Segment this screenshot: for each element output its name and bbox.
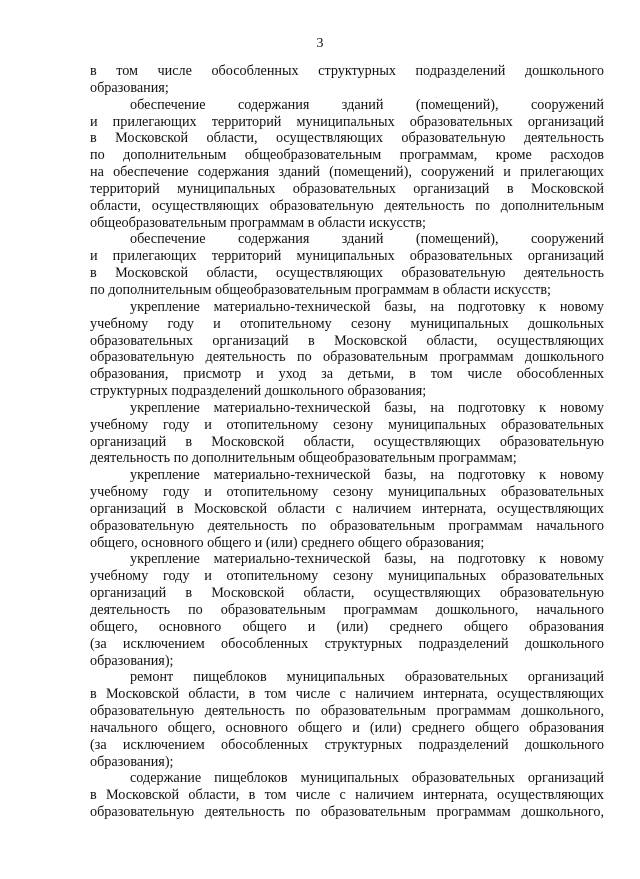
page-number: 3 [316, 36, 324, 51]
text-line: образования); [90, 652, 174, 669]
text-line: (за исключением обособленных структурных подразделений дошкольного [90, 736, 604, 753]
text-line: образования; [90, 79, 169, 96]
text-line: образовательную деятельность по образовательным программам дошкольного [90, 349, 604, 366]
text-line: укрепление материально-технической базы, на подготовку к новому [130, 298, 604, 315]
text-line: ремонт пищеблоков муниципальных образовательных организаций [130, 669, 604, 686]
text-line: в Московской области, осуществляющих образовательную деятельность [90, 265, 604, 282]
text-line: образования, присмотр и уход за детьми, в том числе обособленных [90, 366, 604, 383]
text-line: укрепление материально-технической базы, на подготовку к новому [130, 399, 604, 416]
text-line: в Московской области, в том числе с наличием интерната, осуществляющих [90, 787, 604, 804]
text-line: учебному году и отопительному сезону муниципальных образовательных [90, 568, 604, 585]
text-line: в Московской области, в том числе с наличием интерната, осуществляющих [90, 686, 604, 703]
text-line: укрепление материально-технической базы, на подготовку к новому [130, 551, 604, 568]
text-line: начального общего, основного общего и (или) среднего общего образования [90, 719, 604, 736]
text-line: на обеспечение содержания зданий (помещений), сооружений и прилегающих [90, 164, 604, 181]
text-line: общеобразовательным программам в области искусств; [90, 214, 426, 231]
text-line: по дополнительным общеобразовательным программам, кроме расходов [90, 147, 604, 164]
text-line: обеспечение содержания зданий (помещений), сооружений [130, 231, 604, 248]
text-line: в том числе обособленных структурных подразделений дошкольного [90, 63, 604, 79]
text-line: организаций в Московской области, осуществляющих образовательную [90, 433, 604, 450]
text-line: обеспечение содержания зданий (помещений), сооружений [130, 96, 604, 113]
text-line: организаций в Московской области с наличием интерната, осуществляющих [90, 500, 604, 517]
text-line: территорий муниципальных образовательных организаций в Московской [90, 180, 604, 197]
text-line: укрепление материально-технической базы, на подготовку к новому [130, 467, 604, 484]
text-line: и прилегающих территорий муниципальных образовательных организаций [90, 113, 604, 130]
text-line: и прилегающих территорий муниципальных образовательных организаций [90, 248, 604, 265]
text-line: содержание пищеблоков муниципальных образовательных организаций [130, 770, 604, 787]
text-line: в Московской области, осуществляющих образовательную деятельность [90, 130, 604, 147]
text-line: образовательных организаций в Московской области, осуществляющих [90, 332, 604, 349]
text-line: учебному году и отопительному сезону муниципальных образовательных [90, 416, 604, 433]
text-line: учебному году и отопительному сезону муниципальных образовательных [90, 484, 604, 501]
text-line: (за исключением обособленных структурных подразделений дошкольного [90, 635, 604, 652]
text-line: по дополнительным общеобразовательным программам в области искусств; [90, 281, 551, 298]
text-line: деятельность по дополнительным общеобразовательным программам; [90, 450, 517, 467]
text-line: учебному году и отопительному сезону муниципальных дошкольных [90, 315, 604, 332]
text-line: образования); [90, 753, 174, 770]
text-line: организаций в Московской области, осуществляющих образовательную [90, 585, 604, 602]
text-line: образовательную деятельность по образовательным программам начального [90, 517, 604, 534]
text-line: общего, основного общего и (или) среднего общего образования; [90, 534, 485, 551]
text-line: структурных подразделений дошкольного образования; [90, 383, 427, 400]
text-line: деятельность по образовательным программам дошкольного, начального [90, 602, 604, 618]
text-line: образовательную деятельность по образовательным программам дошкольного, [90, 804, 604, 821]
text-line: общего, основного общего и (или) среднего общего образования [90, 618, 604, 635]
document-body [90, 63, 604, 821]
text-line: образовательную деятельность по образовательным программам дошкольного, [90, 703, 604, 720]
text-line: области, осуществляющих образовательную деятельность по дополнительным [90, 197, 604, 214]
